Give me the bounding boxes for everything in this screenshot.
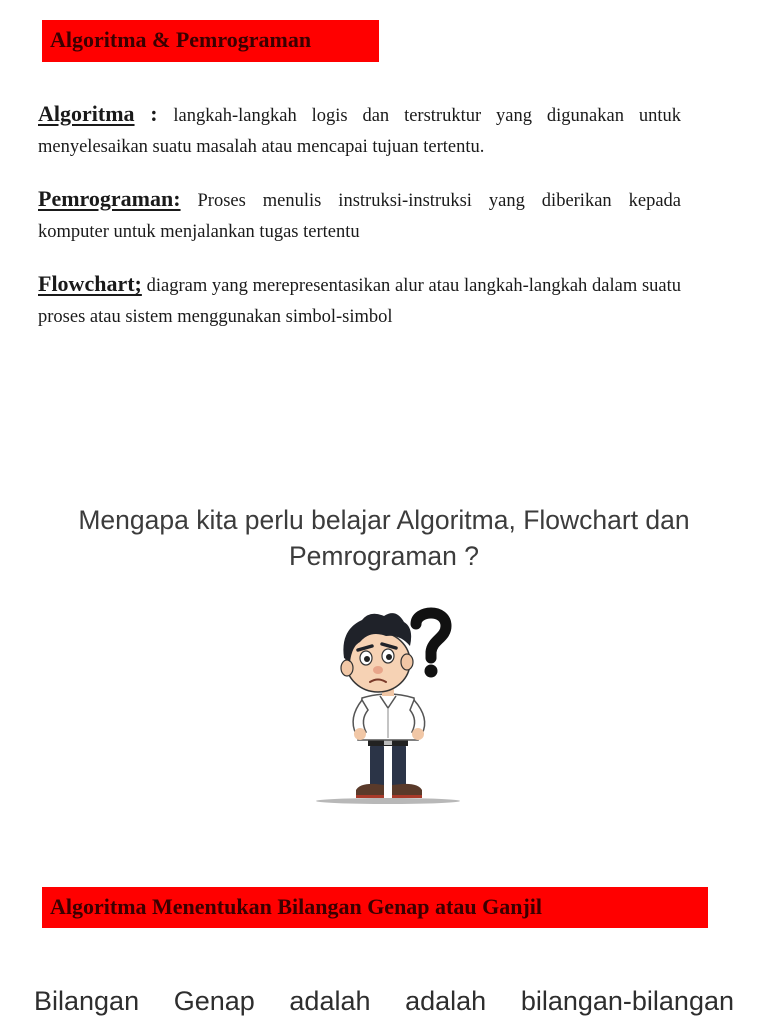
term-separator [181, 191, 198, 211]
confused-person-icon [300, 600, 480, 810]
definition-algoritma [38, 98, 681, 163]
definition-text: diagram yang merepresentasikan alur atau langkah-langkah dalam suatu proses atau sistem menggunakan simbol-simbol [38, 276, 682, 327]
definition-text: langkah-langkah logis dan terstruktur yang digunakan untuk menyelesaikan suatu masalah atau mencapai tujuan tertentu. [38, 106, 681, 157]
definition-text: Proses menulis instruksi-instruksi yang diberikan kepada komputer untuk menjalankan tugas tertentu [38, 191, 681, 242]
term-separator: : [134, 101, 174, 126]
definition-pemrograman [38, 183, 681, 248]
section-heading-bilangan-genap-ganjil: Algoritma Menentukan Bilangan Genap atau Ganjil [42, 887, 708, 928]
body-text-bilangan-genap: Bilangan Genap adalah adalah bilangan-bilangan [34, 986, 734, 1016]
term-algoritma: Algoritma [38, 101, 135, 126]
question-why-learn: Mengapa kita perlu belajar Algoritma, Flowchart dan Pemrograman ? [78, 505, 690, 571]
term-flowchart: Flowchart; [38, 271, 142, 296]
section-heading-algoritma-pemrograman: Algoritma & Pemrograman [42, 20, 379, 62]
definition-flowchart [38, 268, 681, 333]
term-pemrograman: Pemrograman: [38, 186, 181, 211]
question-mark-icon [416, 613, 446, 678]
